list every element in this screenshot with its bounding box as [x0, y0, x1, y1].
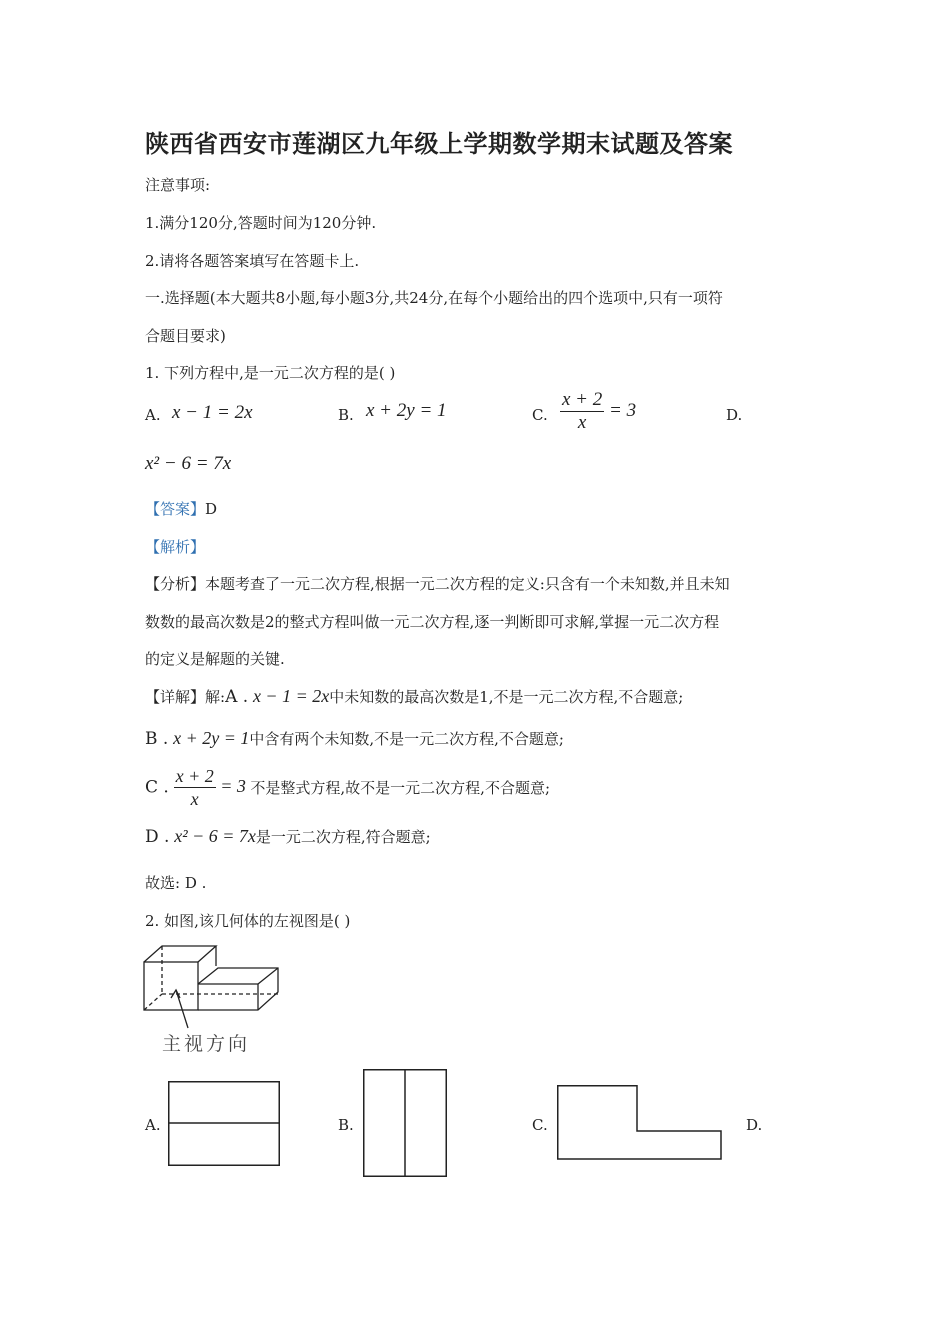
- q1-option-c-rhs: = 3: [609, 399, 637, 421]
- q1-option-c-equation: [560, 389, 636, 434]
- detail-d-text: 是一元二次方程,符合题意;: [255, 828, 431, 846]
- q2-option-c-label: C.: [532, 1116, 548, 1134]
- note-1: 1.满分120分,答题时间为120分钟.: [145, 214, 377, 232]
- detail-c-equation: [174, 766, 251, 809]
- detail-b-label: B .: [145, 729, 169, 749]
- q2-option-a-figure: [168, 1081, 280, 1166]
- note-2: 2.请将各题答案填写在答题卡上.: [145, 252, 360, 270]
- detail-d-label: D .: [145, 827, 170, 847]
- q2-stem: 2. 如图,该几何体的左视图是( ): [145, 912, 351, 930]
- q2-option-c-figure: [557, 1085, 723, 1160]
- detail-a-text: 中未知数的最高次数是1,不是一元二次方程,不合题意;: [329, 688, 684, 706]
- detail-line-d: [145, 826, 431, 847]
- section-heading-line1: 一.选择题(本大题共8小题,每小题3分,共24分,在每个小题给出的四个选项中,只有一项符: [145, 289, 723, 307]
- q1-option-c-denominator: x: [577, 412, 587, 433]
- q2-option-b-figure: [363, 1069, 447, 1177]
- detail-c-numerator: x + 2: [175, 766, 214, 786]
- detail-c-rhs: = 3: [220, 775, 246, 796]
- detail-c-denominator: x: [190, 789, 199, 809]
- detail-lead: 【详解】解:: [145, 688, 226, 706]
- q1-stem: 1. 下列方程中,是一元二次方程的是( ): [145, 364, 396, 382]
- page-title: 陕西省西安市莲湖区九年级上学期数学期末试题及答案: [145, 129, 733, 158]
- detail-b-equation: x + 2y = 1: [173, 728, 250, 748]
- view-direction-caption: 主视方向: [162, 1033, 251, 1055]
- detail-a-equation: x − 1 = 2x: [252, 686, 330, 706]
- analysis-line2: 数数的最高次数是2的整式方程叫做一元二次方程,逐一判断即可求解,掌握一元二次方程: [145, 613, 720, 631]
- section-heading-line2: 合题目要求): [145, 327, 226, 345]
- detail-c-label: C .: [145, 777, 169, 798]
- detail-line-a: [145, 686, 683, 707]
- q1-option-c-numerator: x + 2: [562, 389, 603, 410]
- detail-a-label: A .: [225, 687, 249, 707]
- q2-option-b-label: B.: [338, 1116, 354, 1134]
- q1-option-d-label: D.: [726, 406, 743, 424]
- q1-option-b-equation: x + 2y = 1: [366, 400, 447, 421]
- low-block-top-right: [258, 968, 278, 984]
- view-direction-arrow: [176, 990, 188, 1028]
- analysis-tag: 【解析】: [145, 538, 206, 556]
- detail-d-equation: x² − 6 = 7x: [174, 826, 256, 846]
- q1-option-b-label: B.: [338, 406, 354, 424]
- q1-option-a-label: A.: [145, 406, 161, 424]
- answer-value: D: [205, 500, 218, 518]
- solid-figure: [140, 940, 290, 1025]
- hidden-edge-diagonal: [144, 994, 162, 1010]
- q1-option-c-label: C.: [532, 406, 548, 424]
- low-block-outline: [198, 968, 278, 1010]
- q1-answer: [145, 498, 217, 519]
- q1-option-a-equation: x − 1 = 2x: [172, 402, 253, 423]
- detail-b-text: 中含有两个未知数,不是一元二次方程,不合题意;: [249, 730, 564, 748]
- analysis-line1: 【分析】本题考查了一元二次方程,根据一元二次方程的定义:只含有一个未知数,并且未知: [145, 575, 730, 593]
- answer-tag: 【答案】: [145, 500, 206, 518]
- tall-block-top: [144, 946, 216, 962]
- q1-option-d-equation: x² − 6 = 7x: [145, 453, 232, 474]
- detail-line-c: [145, 765, 550, 810]
- conclusion: 故选: D .: [145, 874, 207, 892]
- notes-heading: 注意事项:: [145, 176, 211, 194]
- q2-option-d-label: D.: [746, 1116, 763, 1134]
- detail-line-b: [145, 728, 564, 749]
- detail-c-text: 不是整式方程,故不是一元二次方程,不合题意;: [250, 779, 550, 797]
- analysis-line3: 的定义是解题的关键.: [145, 650, 285, 668]
- q2-option-a-label: A.: [145, 1116, 161, 1134]
